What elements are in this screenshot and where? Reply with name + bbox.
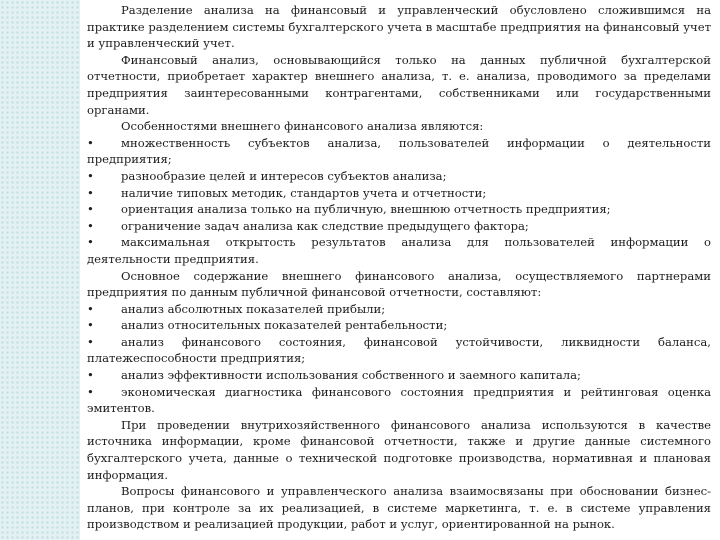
bullet-item [87, 317, 711, 334]
paragraph-4: Основное содержание внешнего финансового анализа, осуществляемого партнерами предприятия по данным публичной финансовой отчетности, составляют: [87, 268, 711, 300]
bullet-item [87, 185, 711, 202]
paragraph-3: Особенностями внешнего финансового анализа являются: [121, 119, 484, 134]
bullet-item [87, 301, 711, 318]
bullet-text: анализ эффективности использования собственного и заемного капитала; [121, 368, 581, 383]
bullet-icon: • [87, 384, 94, 399]
bullet-item [87, 168, 711, 185]
bullet-icon: • [87, 168, 94, 183]
bullet-item [87, 234, 711, 267]
bullet-text: анализ относительных показателей рентабельности; [121, 318, 448, 333]
bullet-icon: • [87, 218, 94, 233]
paragraph-1: Разделение анализа на финансовый и управленческий обусловлено сложившимся на практике разделением системы бухгалтерского учета в масштабе предприятия на финансовый учет и управленческий учет. [87, 3, 711, 51]
bullet-icon: • [87, 318, 94, 333]
bullet-text: анализ финансового состояния, финансовой устойчивости, ликвидности баланса, платежеспособности предприятия; [87, 334, 711, 366]
bullet-icon: • [87, 301, 94, 316]
document-text [87, 2, 711, 533]
bullet-icon: • [87, 135, 94, 150]
paragraph-5: При проведении внутрихозяйственного финансового анализа используются в качестве источника информации, кроме финансовой отчетности, также и другие данные системного бухгалтерского учета, данные о технической подготовке производства, нормативная и плановая информация. [87, 417, 711, 482]
bullet-text: множественность субъектов анализа, пользователей информации о деятельности предприятия; [87, 135, 711, 167]
bullet-item [87, 334, 711, 367]
paragraph-2: Финансовый анализ, основывающийся только на данных публичной бухгалтерской отчетности, приобретает характер внешнего анализа, т. е. анализа, проводимого за пределами предприятия заинтересованными контрагентами, собственниками или государственными органами. [87, 52, 711, 117]
bullet-icon: • [87, 235, 94, 250]
bullet-icon: • [87, 202, 94, 217]
bullet-item [87, 201, 711, 218]
bullet-icon: • [87, 185, 94, 200]
bullet-text: ориентация анализа только на публичную, внешнюю отчетность предприятия; [121, 202, 611, 217]
paragraph-6: Вопросы финансового и управленческого анализа взаимосвязаны при обосновании бизнес-планов, при контроле за их реализацией, в системе маркетинга, т. е. в системе управления производством и реализацией продукции, работ и услуг, ориентированной на рынок. [87, 484, 711, 532]
decorative-side-strip [0, 0, 80, 540]
bullet-text: наличие типовых методик, стандартов учета и отчетности; [121, 185, 487, 200]
bullet-item [87, 218, 711, 235]
bullet-icon: • [87, 368, 94, 383]
bullet-text: анализ абсолютных показателей прибыли; [121, 301, 386, 316]
bullet-text: экономическая диагностика финансового состояния предприятия и рейтинговая оценка эмитентов. [87, 384, 711, 416]
bullet-text: максимальная открытость результатов анализа для пользователей информации о деятельности предприятия. [87, 235, 711, 266]
bullet-item [87, 384, 711, 417]
bullet-text: разнообразие целей и интересов субъектов анализа; [121, 168, 447, 183]
bullet-item [87, 367, 711, 384]
bullet-icon: • [87, 334, 94, 349]
bullet-item [87, 135, 711, 168]
bullet-text: ограничение задач анализа как следствие предыдущего фактора; [121, 218, 529, 233]
